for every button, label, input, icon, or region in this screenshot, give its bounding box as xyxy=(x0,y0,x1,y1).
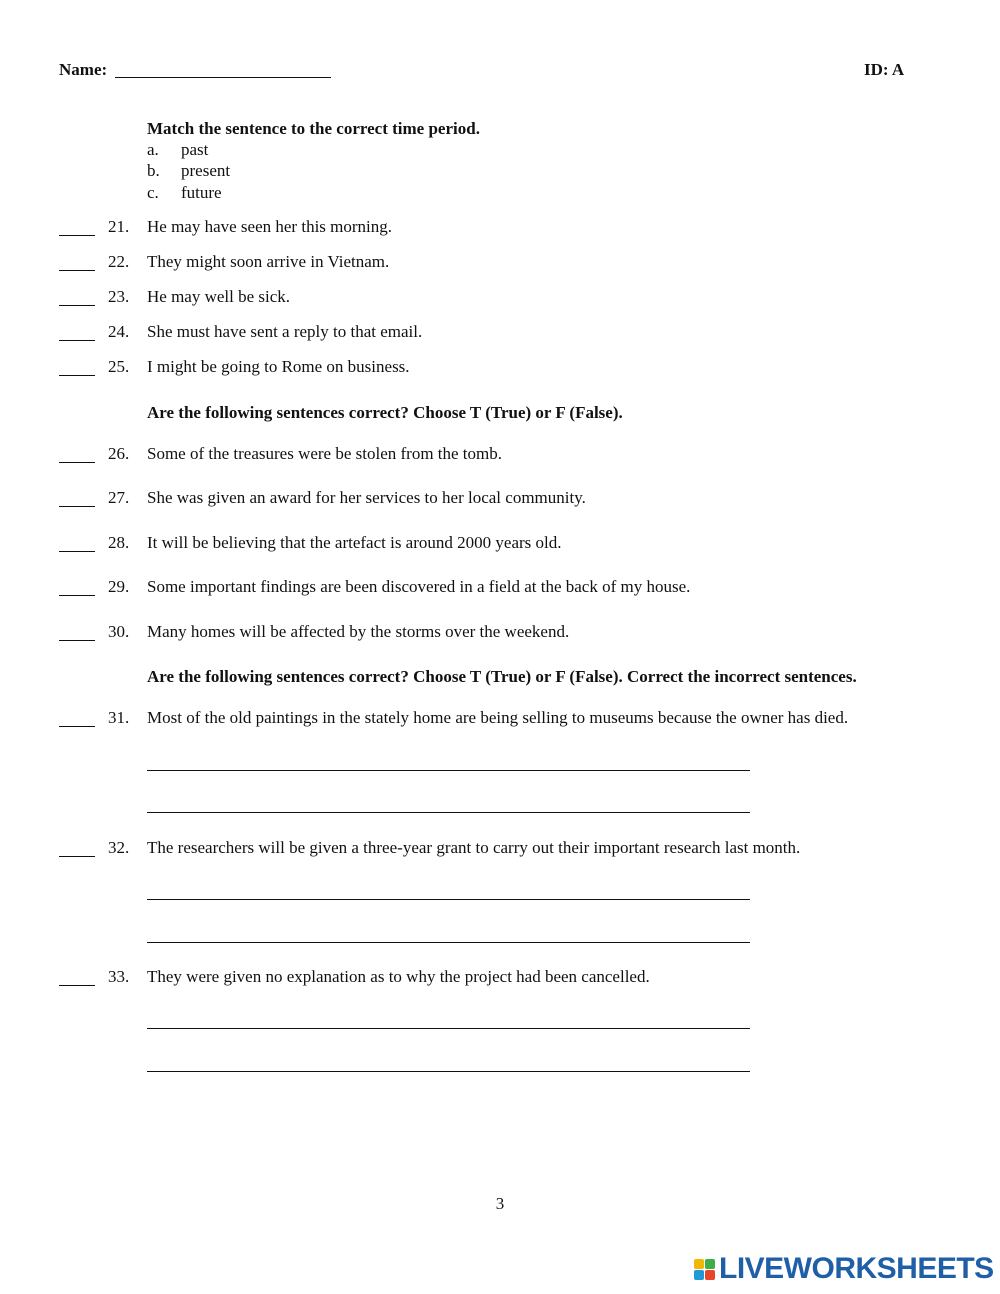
question-text: It will be believing that the artefact is around 2000 years old. xyxy=(147,533,562,552)
answer-blank-27[interactable] xyxy=(59,506,95,507)
answer-blank-21[interactable] xyxy=(59,235,95,236)
question-number: 29. xyxy=(108,577,130,596)
question-number: 27. xyxy=(108,488,130,507)
answer-blank-31[interactable] xyxy=(59,726,95,727)
question-text: Many homes will be affected by the storms over the weekend. xyxy=(147,622,570,641)
page-number: 3 xyxy=(495,1194,505,1213)
correction-line-32b[interactable] xyxy=(147,942,750,943)
name-input-line[interactable] xyxy=(115,77,331,78)
question-number: 32. xyxy=(108,838,130,857)
question-text: The researchers will be given a three-year grant to carry out their important research last month. xyxy=(147,838,801,857)
correction-line-33a[interactable] xyxy=(147,1028,750,1029)
question-number: 28. xyxy=(108,533,130,552)
question-number: 22. xyxy=(108,252,130,271)
question-text: Some of the treasures were be stolen from the tomb. xyxy=(147,444,503,463)
answer-blank-23[interactable] xyxy=(59,305,95,306)
question-text: She must have sent a reply to that email. xyxy=(147,322,423,341)
answer-blank-24[interactable] xyxy=(59,340,95,341)
option-text-present: present xyxy=(181,161,231,180)
question-number: 21. xyxy=(108,217,130,236)
answer-blank-32[interactable] xyxy=(59,856,95,857)
option-text-future: future xyxy=(181,183,222,202)
question-number: 26. xyxy=(108,444,130,463)
question-number: 23. xyxy=(108,287,130,306)
answer-blank-25[interactable] xyxy=(59,375,95,376)
question-text: They might soon arrive in Vietnam. xyxy=(147,252,390,271)
answer-blank-33[interactable] xyxy=(59,985,95,986)
liveworksheets-icon xyxy=(694,1259,715,1280)
question-number: 24. xyxy=(108,322,130,341)
option-letter-c: c. xyxy=(147,183,159,202)
question-text: Some important findings are been discovered in a field at the back of my house. xyxy=(147,577,691,596)
name-label: Name: xyxy=(59,60,108,79)
brand-name: LIVEWORKSHEETS xyxy=(719,1252,994,1285)
answer-blank-30[interactable] xyxy=(59,640,95,641)
question-number: 25. xyxy=(108,357,130,376)
answer-blank-29[interactable] xyxy=(59,595,95,596)
option-text-past: past xyxy=(181,140,209,159)
question-number: 30. xyxy=(108,622,130,641)
section1-instruction: Match the sentence to the correct time period. xyxy=(147,119,480,138)
answer-blank-22[interactable] xyxy=(59,270,95,271)
correction-line-31b[interactable] xyxy=(147,812,750,813)
liveworksheets-logo xyxy=(694,1254,994,1284)
question-number: 31. xyxy=(108,708,130,727)
question-text: She was given an award for her services to her local community. xyxy=(147,488,586,507)
question-text: Most of the old paintings in the stately home are being selling to museums because the owner has died. xyxy=(147,708,849,727)
question-text: I might be going to Rome on business. xyxy=(147,357,410,376)
question-text: They were given no explanation as to why the project had been cancelled. xyxy=(147,967,650,986)
question-text: He may have seen her this morning. xyxy=(147,217,393,236)
correction-line-33b[interactable] xyxy=(147,1071,750,1072)
option-letter-a: a. xyxy=(147,140,159,159)
id-label: ID: A xyxy=(864,60,905,79)
answer-blank-26[interactable] xyxy=(59,462,95,463)
question-text: He may well be sick. xyxy=(147,287,291,306)
section3-instruction: Are the following sentences correct? Choose T (True) or F (False). Correct the incorrect sentences. xyxy=(147,667,857,686)
section2-instruction: Are the following sentences correct? Choose T (True) or F (False). xyxy=(147,403,623,422)
correction-line-32a[interactable] xyxy=(147,899,750,900)
correction-line-31a[interactable] xyxy=(147,770,750,771)
option-letter-b: b. xyxy=(147,161,160,180)
question-number: 33. xyxy=(108,967,130,986)
answer-blank-28[interactable] xyxy=(59,551,95,552)
